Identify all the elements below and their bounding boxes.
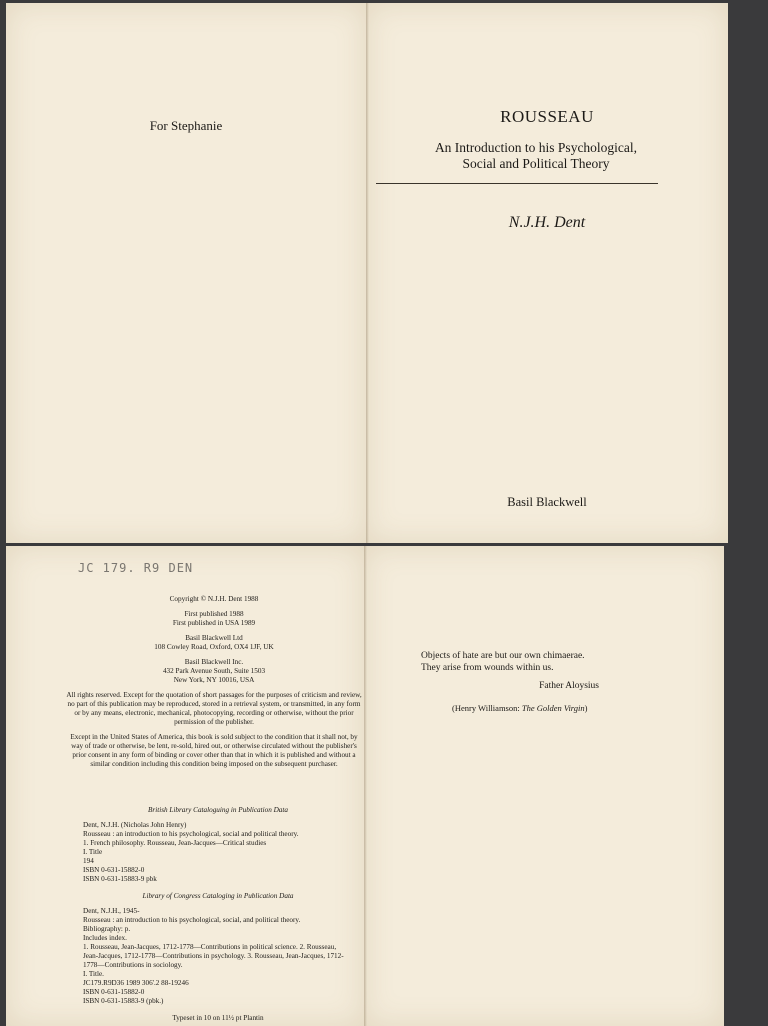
epigraph-attribution: Father Aloysius [539, 681, 599, 691]
publisher-name: Basil Blackwell [507, 495, 587, 509]
epigraph-page [364, 546, 724, 1026]
us-publisher-address-2: New York, NY 10016, USA [173, 676, 255, 684]
british-library-entry [83, 821, 353, 884]
book-author: N.J.H. Dent [508, 214, 586, 231]
typeset-note: Typeset in 10 on 11½ pt Plantin [172, 1014, 264, 1022]
rights-reserved-notice: All rights reserved. Except for the quotation of short passages for the purposes of criticism and review, no part of this publication may be reproduced, stored in a retrieval system, or transmitted, in any form or by any means, electronic, mechanical, photocopying, recording or otherwise, without the prior permission of the publisher. [66, 691, 362, 726]
us-publisher [64, 658, 364, 685]
first-published: First published 1988 [184, 610, 244, 618]
bl-line: I. Title [83, 848, 103, 856]
loc-isbn: ISBN 0-631-15882-0 [83, 988, 145, 996]
source-suffix: ) [584, 703, 588, 713]
title-page [366, 3, 728, 543]
loc-line: JC179.R9D36 1989 306'.2 88-19246 [83, 979, 189, 987]
source-prefix: (Henry Williamson: [452, 703, 522, 713]
bl-isbn: ISBN 0-631-15882-0 [83, 866, 145, 874]
loc-isbn: ISBN 0-631-15883-9 (pbk.) [83, 997, 164, 1005]
page-gutter [366, 3, 369, 543]
loc-line: Dent, N.J.H., 1945- [83, 907, 140, 915]
library-of-congress-heading: Library of Congress Cataloging in Publication Data [142, 892, 294, 900]
quote-line-1: Objects of hate are but our own chimaerae. [421, 651, 585, 661]
sale-condition-notice: Except in the United States of America, this book is sold subject to the condition that it shall not, by way of trade or otherwise, be lent, re-sold, hired out, or otherwise circulated without the publisher's prior consent in any form of binding or cover other than that in which it is published and without a similar condition including this condition being imposed on the subsequent purchaser. [70, 733, 358, 768]
loc-line: Bibliography: p. [83, 925, 131, 933]
epigraph-quote [421, 650, 611, 674]
loc-line: I. Title. [83, 970, 104, 978]
library-of-congress-entry [83, 907, 353, 1006]
us-publisher-address-1: 432 Park Avenue South, Suite 1503 [162, 667, 266, 675]
publication-history [64, 610, 364, 628]
page-gutter [364, 546, 367, 1026]
uk-publisher-address: 108 Cowley Road, Oxford, OX4 1JF, UK [154, 643, 274, 651]
handwritten-call-number: JC 179. R9 DEN [78, 561, 194, 575]
bl-line: Dent, N.J.H. (Nicholas John Henry) [83, 821, 187, 829]
book-title: ROUSSEAU [500, 107, 594, 126]
bl-line: Rousseau : an introduction to his psychological, social and political theory. [83, 830, 299, 838]
loc-line: 1. Rousseau, Jean-Jacques, 1712-1778—Contributions in political science. 2. Rousseau, Jean-Jacques, 1712-1778—Contributions in psychology. 3. Rousseau, Jean-Jacques, 1712-1778—Contributions in sociology. [83, 943, 344, 969]
subtitle-line-1: An Introduction to his Psychological, [434, 140, 638, 155]
dedication-page [6, 3, 366, 543]
loc-line: Includes index. [83, 934, 127, 942]
first-published-usa: First published in USA 1989 [172, 619, 256, 627]
copyright-page [6, 546, 364, 1026]
book-subtitle [386, 140, 686, 172]
uk-publisher-name: Basil Blackwell Ltd [185, 634, 243, 642]
subtitle-line-2: Social and Political Theory [462, 156, 610, 171]
us-publisher-name: Basil Blackwell Inc. [184, 658, 244, 666]
loc-line: Rousseau : an introduction to his psychological, social, and political theory. [83, 916, 301, 924]
title-divider [376, 183, 658, 184]
uk-publisher [64, 634, 364, 652]
bl-isbn: ISBN 0-631-15883-9 pbk [83, 875, 157, 883]
quote-line-2: They arise from wounds within us. [421, 663, 554, 673]
bl-line: 194 [83, 857, 94, 865]
cataloguing-block [83, 806, 353, 1023]
copyright-line: Copyright © N.J.H. Dent 1988 [169, 595, 259, 603]
source-title: The Golden Virgin [521, 703, 585, 713]
british-library-heading: British Library Cataloguing in Publication Data [148, 806, 288, 814]
epigraph-source [452, 703, 652, 713]
dedication-text: For Stephanie [149, 118, 223, 133]
copyright-block [64, 595, 364, 775]
bl-line: 1. French philosophy. Rousseau, Jean-Jacques—Critical studies [83, 839, 267, 847]
